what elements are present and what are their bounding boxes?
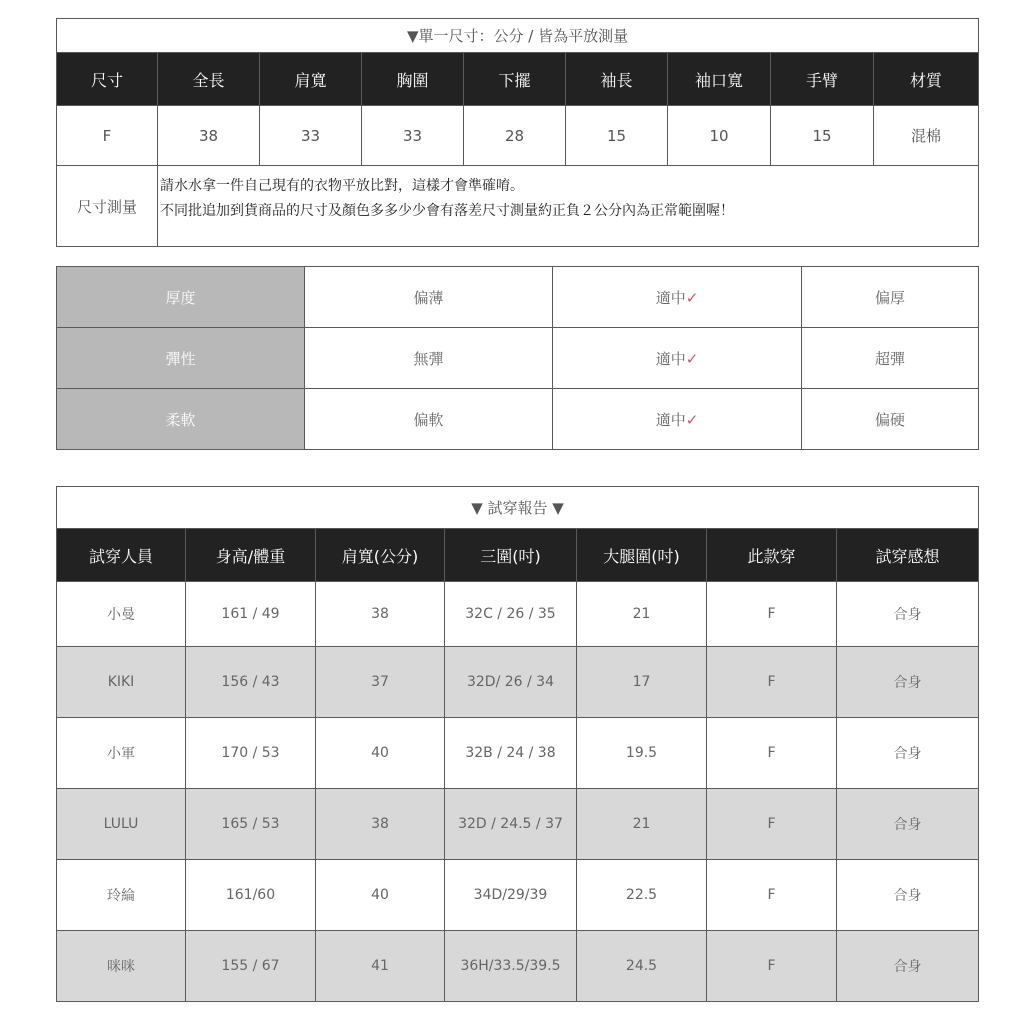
- cell-feedback: 合身: [837, 718, 979, 789]
- fabric-label-thickness: 厚度: [57, 267, 305, 328]
- fabric-option-text: 適中: [655, 288, 686, 307]
- value-chest: 33: [362, 106, 464, 166]
- table-row: [57, 860, 979, 931]
- fabric-option: [553, 389, 802, 450]
- cell-height-weight: 165 / 53: [186, 789, 316, 860]
- cell-size-worn: F: [707, 647, 837, 718]
- fabric-option: [553, 267, 802, 328]
- size-chart-header-row: [57, 53, 979, 106]
- fabric-option-text: 超彈: [874, 349, 905, 368]
- fabric-option: [305, 389, 553, 450]
- header-tester: 試穿人員: [57, 529, 186, 582]
- fabric-option: [802, 328, 979, 389]
- cell-height-weight: 155 / 67: [186, 931, 316, 1002]
- header-cuff-width: 袖口寬: [668, 53, 771, 106]
- cell-size-worn: F: [707, 789, 837, 860]
- fabric-option: [802, 389, 979, 450]
- fabric-option: [305, 328, 553, 389]
- header-arm: 手臂: [771, 53, 874, 106]
- header-shoulder-width: 肩寬: [260, 53, 362, 106]
- fitting-report-table: [56, 486, 979, 1002]
- cell-tester-name: 小軍: [57, 718, 186, 789]
- header-thigh: 大腿圍(吋): [577, 529, 707, 582]
- table-row: [57, 931, 979, 1002]
- cell-feedback: 合身: [837, 582, 979, 647]
- cell-shoulder-width: 40: [316, 860, 445, 931]
- cell-thigh: 17: [577, 647, 707, 718]
- value-cuff-width: 10: [668, 106, 771, 166]
- fabric-option: [553, 328, 802, 389]
- size-note-row: [57, 166, 979, 247]
- fabric-label-softness: 柔軟: [57, 389, 305, 450]
- cell-height-weight: 161 / 49: [186, 582, 316, 647]
- cell-measurements: 34D/29/39: [445, 860, 577, 931]
- header-height-weight: 身高/體重: [186, 529, 316, 582]
- header-size-worn: 此款穿: [707, 529, 837, 582]
- check-icon: ✓: [685, 410, 699, 429]
- table-row: [57, 718, 979, 789]
- header-feedback: 試穿感想: [837, 529, 979, 582]
- fitting-report-caption: ▼ 試穿報告 ▼: [57, 487, 979, 529]
- cell-thigh: 24.5: [577, 931, 707, 1002]
- cell-feedback: 合身: [837, 647, 979, 718]
- cell-feedback: 合身: [837, 860, 979, 931]
- fabric-row-elasticity: [57, 328, 979, 389]
- fabric-option-text: 偏厚: [874, 288, 905, 307]
- cell-measurements: 32B / 24 / 38: [445, 718, 577, 789]
- cell-shoulder-width: 38: [316, 582, 445, 647]
- cell-size-worn: F: [707, 718, 837, 789]
- size-chart-caption: ▼單一尺寸：公分 / 皆為平放測量: [57, 19, 979, 53]
- cell-height-weight: 156 / 43: [186, 647, 316, 718]
- cell-measurements: 36H/33.5/39.5: [445, 931, 577, 1002]
- fabric-row-softness: [57, 389, 979, 450]
- cell-feedback: 合身: [837, 931, 979, 1002]
- check-icon: ✓: [685, 349, 699, 368]
- size-note-text: [158, 166, 979, 247]
- cell-thigh: 21: [577, 789, 707, 860]
- cell-size-worn: F: [707, 931, 837, 1002]
- fabric-option-text: 偏軟: [413, 410, 444, 429]
- cell-shoulder-width: 37: [316, 647, 445, 718]
- value-sleeve-length: 15: [566, 106, 668, 166]
- value-total-length: 38: [158, 106, 260, 166]
- fabric-option-text: 偏薄: [413, 288, 444, 307]
- fabric-option-text: 適中: [655, 410, 686, 429]
- cell-feedback: 合身: [837, 789, 979, 860]
- value-size: F: [57, 106, 158, 166]
- cell-tester-name: 小曼: [57, 582, 186, 647]
- size-chart-value-row: [57, 106, 979, 166]
- cell-shoulder-width: 38: [316, 789, 445, 860]
- cell-tester-name: KIKI: [57, 647, 186, 718]
- header-sleeve-length: 袖長: [566, 53, 668, 106]
- cell-shoulder-width: 41: [316, 931, 445, 1002]
- cell-height-weight: 161/60: [186, 860, 316, 931]
- fabric-label-elasticity: 彈性: [57, 328, 305, 389]
- header-material: 材質: [874, 53, 979, 106]
- value-shoulder-width: 33: [260, 106, 362, 166]
- fabric-option: [802, 267, 979, 328]
- size-chart-table: [56, 18, 979, 247]
- header-shoulder-cm: 肩寬(公分): [316, 529, 445, 582]
- size-note-line-1: 請水水拿一件自己現有的衣物平放比對，這樣才會準確唷。: [160, 178, 524, 194]
- header-chest: 胸圍: [362, 53, 464, 106]
- cell-size-worn: F: [707, 582, 837, 647]
- check-icon: ✓: [685, 288, 699, 307]
- cell-measurements: 32D/ 26 / 34: [445, 647, 577, 718]
- fitting-report-header-row: [57, 529, 979, 582]
- fabric-row-thickness: [57, 267, 979, 328]
- value-arm: 15: [771, 106, 874, 166]
- header-hem: 下擺: [464, 53, 566, 106]
- cell-height-weight: 170 / 53: [186, 718, 316, 789]
- cell-thigh: 19.5: [577, 718, 707, 789]
- cell-shoulder-width: 40: [316, 718, 445, 789]
- cell-measurements: 32C / 26 / 35: [445, 582, 577, 647]
- fabric-option-text: 無彈: [413, 349, 444, 368]
- cell-tester-name: LULU: [57, 789, 186, 860]
- cell-size-worn: F: [707, 860, 837, 931]
- table-row: [57, 789, 979, 860]
- cell-tester-name: 咪咪: [57, 931, 186, 1002]
- header-total-length: 全長: [158, 53, 260, 106]
- fabric-option-text: 適中: [655, 349, 686, 368]
- cell-measurements: 32D / 24.5 / 37: [445, 789, 577, 860]
- cell-thigh: 22.5: [577, 860, 707, 931]
- header-size: 尺寸: [57, 53, 158, 106]
- cell-tester-name: 玲綸: [57, 860, 186, 931]
- header-measurements: 三圍(吋): [445, 529, 577, 582]
- fabric-option: [305, 267, 553, 328]
- fabric-option-text: 偏硬: [874, 410, 905, 429]
- size-note-line-2: 不同批追加到貨商品的尺寸及顏色多多少少會有落差尺寸測量約正負２公分內為正常範圍喔！: [160, 203, 734, 219]
- value-material: 混棉: [874, 106, 979, 166]
- table-row: [57, 582, 979, 647]
- fabric-property-table: [56, 266, 979, 450]
- table-row: [57, 647, 979, 718]
- size-note-label: 尺寸測量: [57, 166, 158, 247]
- cell-thigh: 21: [577, 582, 707, 647]
- value-hem: 28: [464, 106, 566, 166]
